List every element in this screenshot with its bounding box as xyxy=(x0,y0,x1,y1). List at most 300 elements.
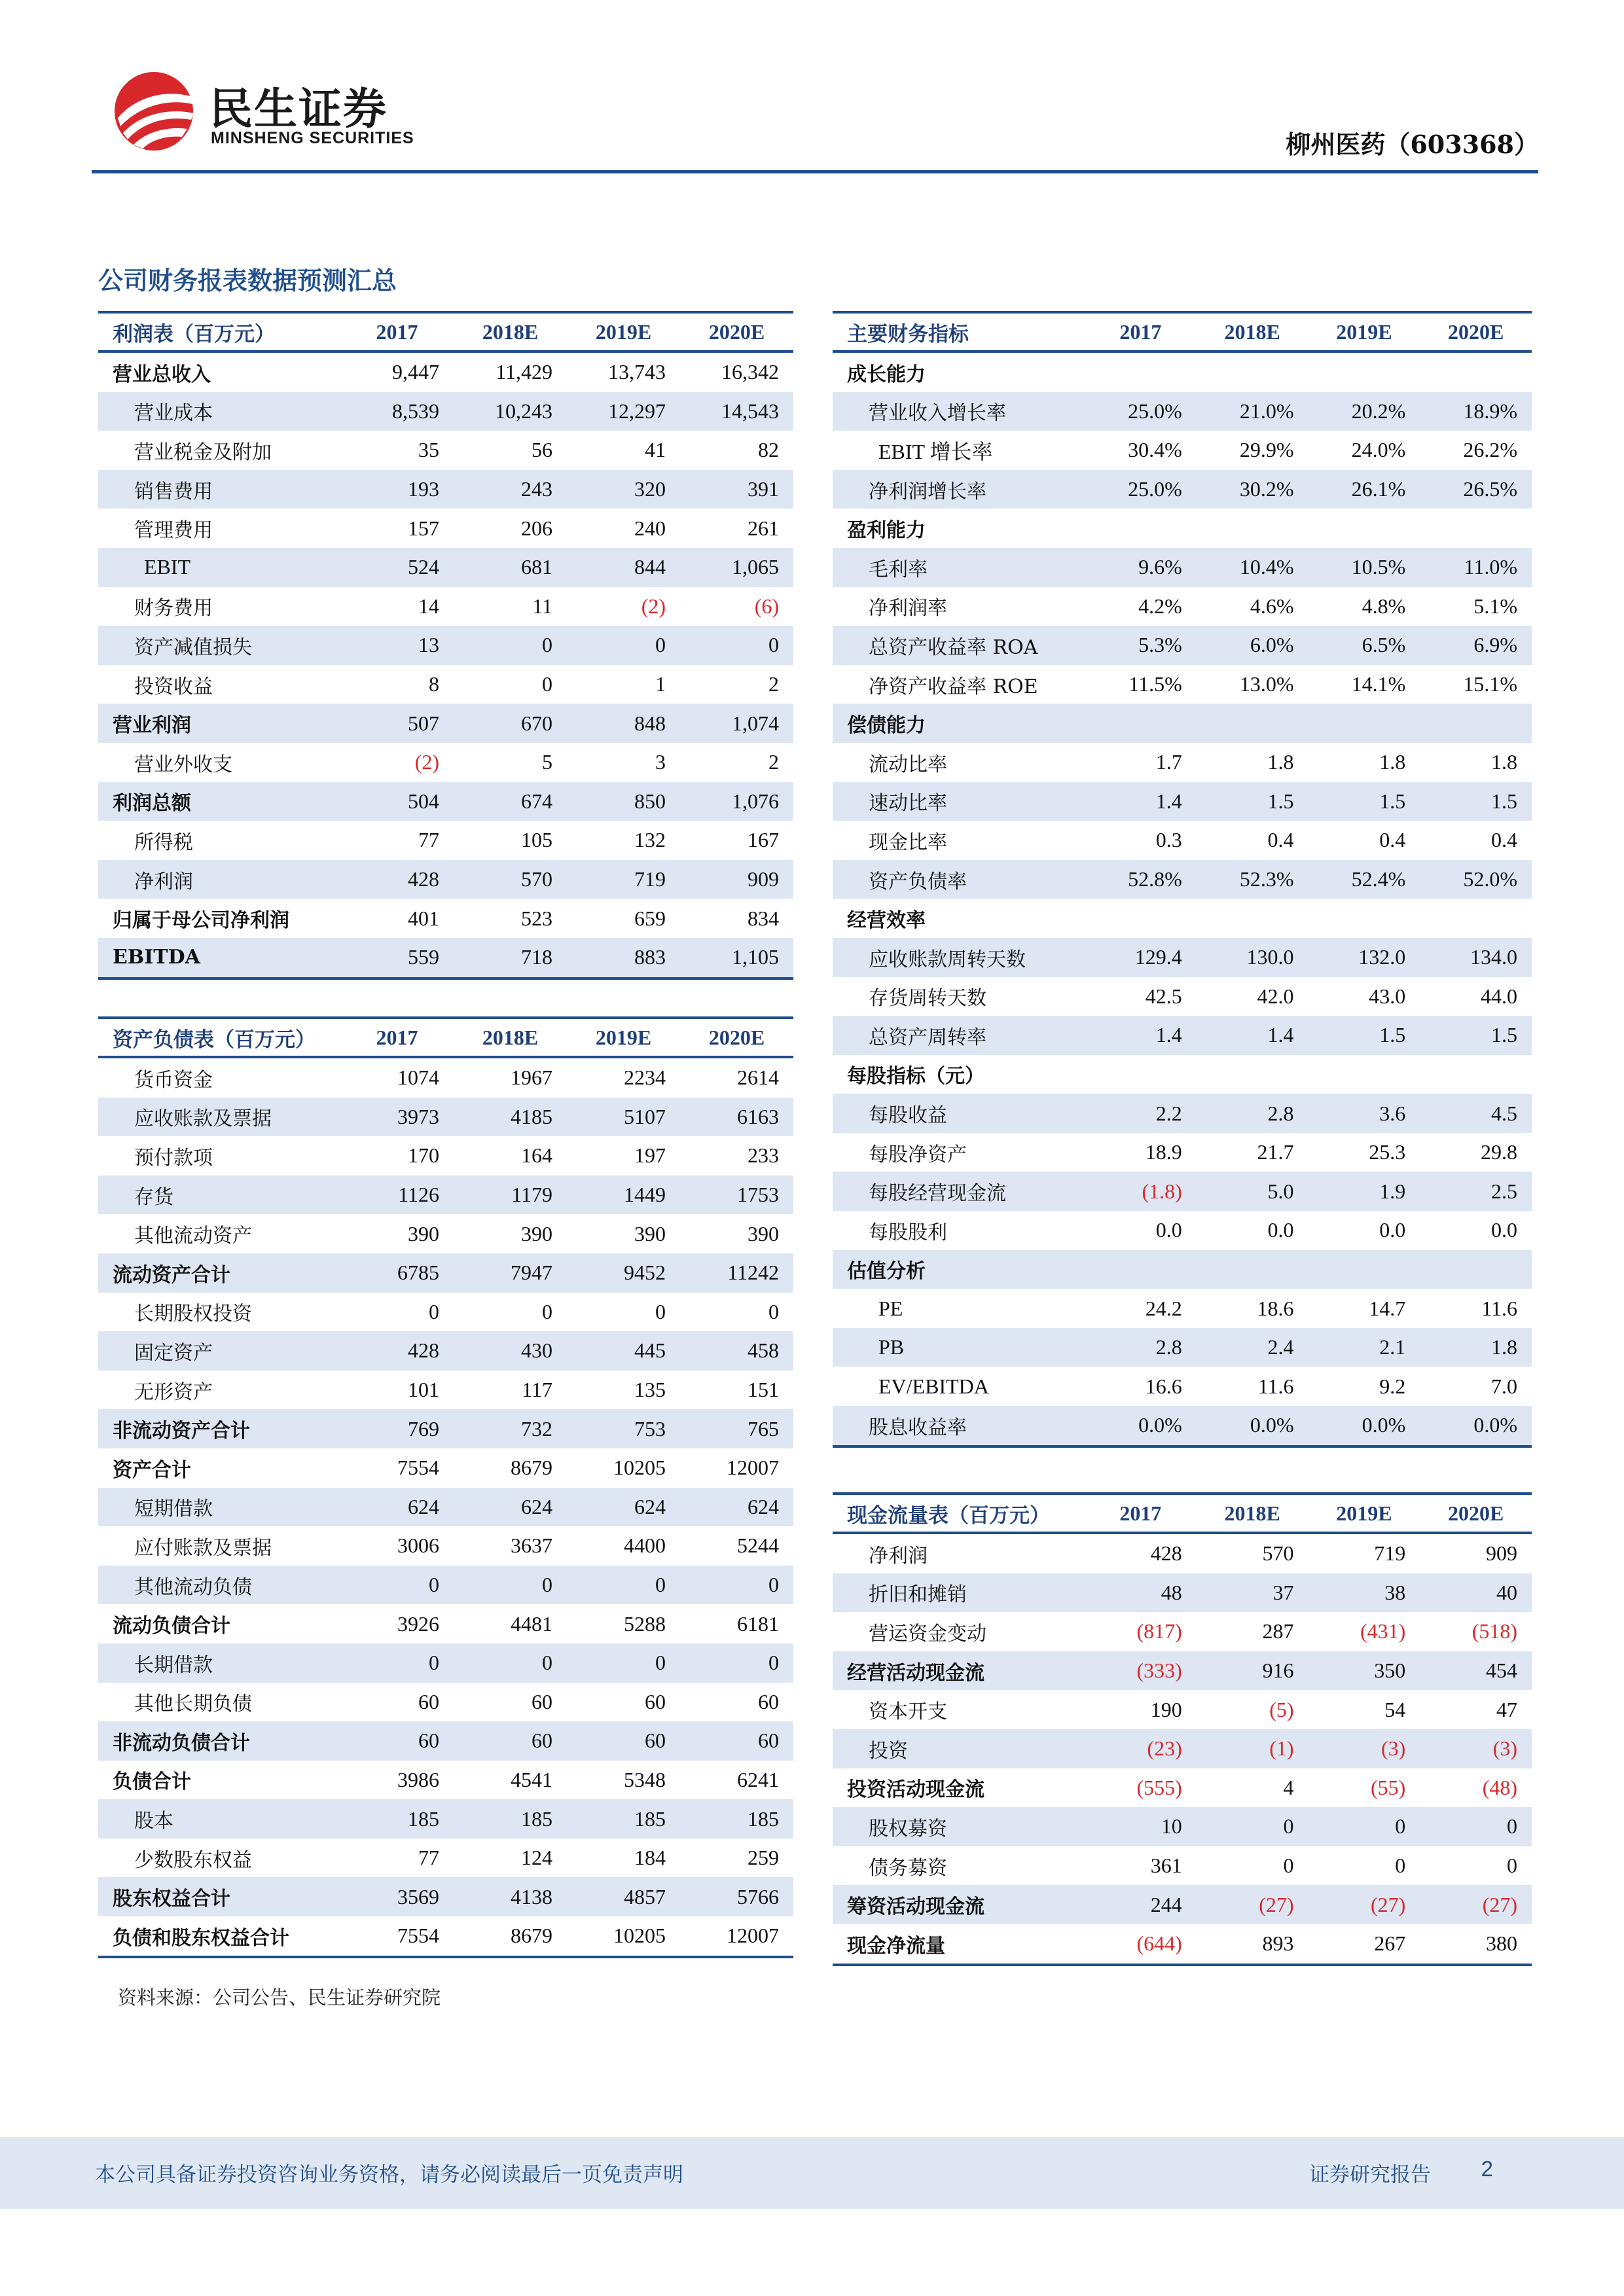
cell-value: 445 xyxy=(567,1331,680,1371)
column-header: 2017 xyxy=(1085,1494,1197,1533)
row-label: 其他流动资产 xyxy=(134,1225,252,1248)
table-row xyxy=(98,1643,793,1683)
cell-value: 124 xyxy=(521,1846,552,1870)
cell-value: 0 xyxy=(1308,1807,1420,1846)
cell-value: 42.0 xyxy=(1257,984,1294,1008)
row-label: 股东权益合计 xyxy=(98,1877,340,1916)
table-row xyxy=(98,1839,793,1878)
cell-value: 82 xyxy=(758,438,779,462)
cell-value: 15.1% xyxy=(1463,672,1517,696)
table-row xyxy=(833,743,1532,782)
cell-value xyxy=(1197,899,1308,938)
cell-value: 9452 xyxy=(567,1253,680,1293)
cell-value: 1074 xyxy=(397,1066,439,1090)
cell-value: 0 xyxy=(1395,1854,1406,1878)
cell-value: 26.2% xyxy=(1463,438,1517,462)
row-label: 经营效率 xyxy=(847,909,926,933)
cell-value: (27) xyxy=(1420,1885,1532,1924)
table-row xyxy=(98,1877,793,1916)
cell-value: (817) xyxy=(1136,1619,1182,1643)
table-row xyxy=(833,548,1532,587)
cell-value: 21.7 xyxy=(1257,1140,1294,1164)
cell-value: 390 xyxy=(634,1221,666,1246)
table-title: 主要财务指标 xyxy=(833,312,1085,351)
cell-value: 0.0% xyxy=(1420,1406,1532,1446)
cell-value xyxy=(1308,1055,1420,1094)
cell-value: 8,539 xyxy=(340,392,454,431)
table-row xyxy=(98,1761,793,1800)
cell-value: 2.8 xyxy=(1085,1328,1197,1367)
cell-value: 26.5% xyxy=(1420,470,1532,509)
cell-value: 25.3 xyxy=(1369,1140,1406,1164)
cell-value: 11242 xyxy=(680,1253,793,1293)
cell-value: 559 xyxy=(340,938,454,978)
cell-value: 5288 xyxy=(624,1611,666,1636)
cell-value: 624 xyxy=(340,1488,454,1527)
row-label: 投资 xyxy=(833,1729,1085,1768)
cell-value: 20.2% xyxy=(1308,392,1420,431)
cell-value: 4.5 xyxy=(1420,1094,1532,1133)
cell-value: 883 xyxy=(567,938,680,978)
table-row xyxy=(98,1604,793,1643)
cell-value: 60 xyxy=(454,1721,567,1761)
cell-value xyxy=(1197,351,1308,392)
cell-value: 6241 xyxy=(737,1767,779,1791)
table-row xyxy=(833,665,1532,704)
cell-value: 8679 xyxy=(511,1456,552,1480)
cell-value: 0 xyxy=(1420,1807,1532,1846)
cell-value: 60 xyxy=(645,1689,666,1713)
cell-value: 430 xyxy=(454,1331,567,1371)
table-row xyxy=(98,431,793,470)
cell-value xyxy=(1085,1055,1197,1094)
cell-value: 135 xyxy=(634,1378,666,1402)
row-label: 速动比率 xyxy=(833,782,1085,821)
cell-value: 4 xyxy=(1283,1775,1294,1799)
cell-value: 428 xyxy=(340,1331,454,1371)
row-label: 流动比率 xyxy=(869,753,947,776)
cell-value: 259 xyxy=(748,1846,779,1870)
cell-value xyxy=(1420,509,1532,548)
row-label: 流动资产合计 xyxy=(98,1253,340,1293)
minsheng-logo-icon xyxy=(111,69,200,154)
cell-value: (2) xyxy=(641,594,666,618)
table-row xyxy=(833,1651,1532,1691)
cell-value: 7554 xyxy=(340,1916,454,1957)
cell-value: 167 xyxy=(748,828,779,852)
column-header: 2017 xyxy=(340,1018,454,1057)
cell-value xyxy=(1420,899,1532,938)
row-label: 存货周转天数 xyxy=(869,987,986,1011)
column-header: 2019E xyxy=(567,1018,680,1057)
table-row xyxy=(833,1016,1532,1055)
cell-value: 5244 xyxy=(737,1534,779,1558)
cell-value: 3006 xyxy=(397,1534,439,1558)
cell-value: 11.6 xyxy=(1257,1374,1294,1398)
cell-value: 60 xyxy=(567,1721,680,1761)
cell-value: 14,543 xyxy=(680,392,793,431)
cell-value: 504 xyxy=(340,782,454,821)
cell-value: 52.3% xyxy=(1197,860,1308,899)
cell-value: 753 xyxy=(567,1409,680,1448)
cell-value: 52.4% xyxy=(1308,860,1420,899)
cell-value: 11.5% xyxy=(1128,672,1182,696)
cell-value: 3986 xyxy=(397,1767,439,1791)
cell-value: 0.4 xyxy=(1379,828,1406,852)
row-label: 少数股东权益 xyxy=(134,1848,252,1872)
cell-value: 105 xyxy=(521,828,552,852)
table-row xyxy=(98,1098,793,1137)
table-row xyxy=(98,351,793,392)
cell-value: 26.1% xyxy=(1308,470,1420,509)
cell-value: 9.6% xyxy=(1085,548,1197,587)
table-row xyxy=(98,1253,793,1293)
cell-value: 1.4 xyxy=(1085,782,1197,821)
column-header: 2018E xyxy=(1197,312,1308,351)
row-label: 资产减值损失 xyxy=(98,626,340,665)
cell-value: 9,447 xyxy=(392,360,439,384)
cell-value: 170 xyxy=(408,1143,439,1168)
cell-value: (6) xyxy=(754,594,779,618)
cell-value: 24.0% xyxy=(1351,438,1406,462)
cell-value: 0 xyxy=(429,1299,439,1323)
row-label: 筹资活动现金流 xyxy=(833,1885,1085,1924)
cell-value: 681 xyxy=(454,548,567,587)
row-label: 营业总收入 xyxy=(113,363,211,386)
table-row xyxy=(833,821,1532,860)
row-label: 非流动资产合计 xyxy=(98,1409,340,1448)
column-header: 2020E xyxy=(680,1018,793,1057)
cell-value: 52.0% xyxy=(1420,860,1532,899)
row-label: 资产合计 xyxy=(113,1458,191,1482)
column-header: 2018E xyxy=(1197,1494,1308,1533)
cell-value: 206 xyxy=(521,516,552,540)
row-label: 负债和股东权益合计 xyxy=(98,1916,340,1957)
table-row xyxy=(98,782,793,821)
cell-value: 18.9% xyxy=(1420,392,1532,431)
table-row xyxy=(833,1612,1532,1651)
table-row xyxy=(98,1526,793,1566)
table-row xyxy=(98,1331,793,1371)
row-label: 股息收益率 xyxy=(833,1406,1085,1446)
cell-value: 240 xyxy=(634,516,666,540)
cell-value: 12007 xyxy=(680,1916,793,1957)
table-row xyxy=(98,548,793,587)
table-row xyxy=(833,1055,1532,1094)
table-row xyxy=(833,1573,1532,1613)
table-row xyxy=(833,1690,1532,1729)
cell-value: 0.0 xyxy=(1379,1218,1406,1242)
cell-value: 4857 xyxy=(567,1877,680,1916)
cell-value: 14.7 xyxy=(1369,1296,1406,1320)
header-rule xyxy=(92,170,1538,173)
row-label: 资本开支 xyxy=(869,1700,947,1724)
cell-value: 129.4 xyxy=(1085,938,1197,977)
cell-value: 38 xyxy=(1308,1573,1420,1613)
row-label: 营业外收支 xyxy=(134,753,232,776)
row-label: 营业利润 xyxy=(98,704,340,743)
cell-value: (431) xyxy=(1360,1619,1406,1643)
cell-value xyxy=(1197,1250,1308,1289)
cell-value: 52.8% xyxy=(1085,860,1197,899)
row-label: 每股经营现金流 xyxy=(833,1172,1085,1211)
cell-value xyxy=(1308,1250,1420,1289)
cell-value: 30.4% xyxy=(1128,438,1182,462)
cell-value: 7554 xyxy=(397,1456,439,1480)
cell-value: 185 xyxy=(567,1799,680,1839)
cell-value: 0 xyxy=(454,1566,567,1605)
cell-value: 3637 xyxy=(511,1534,552,1558)
row-label: 投资收益 xyxy=(134,675,213,698)
row-label: 应付账款及票据 xyxy=(134,1536,272,1560)
cell-value: 1.9 xyxy=(1308,1172,1420,1211)
table-row xyxy=(833,1406,1532,1446)
cell-value: 2.4 xyxy=(1197,1328,1308,1367)
table-header-row xyxy=(833,1494,1532,1533)
cell-value: 287 xyxy=(1262,1619,1294,1643)
table-row xyxy=(98,1371,793,1410)
cell-value: 10.4% xyxy=(1197,548,1308,587)
table-row xyxy=(98,392,793,431)
cell-value: 893 xyxy=(1197,1924,1308,1965)
cell-value: (1) xyxy=(1197,1729,1308,1768)
cell-value: 10,243 xyxy=(454,392,567,431)
cell-value: 1,074 xyxy=(680,704,793,743)
cell-value: 14 xyxy=(418,594,439,618)
table-header-row xyxy=(833,312,1532,351)
cell-value: 132 xyxy=(634,828,666,852)
cell-value: 5.1% xyxy=(1473,594,1517,618)
cell-value: 243 xyxy=(454,470,567,509)
table-row xyxy=(833,431,1532,470)
row-label: 偿债能力 xyxy=(833,704,1085,743)
cell-value: 10 xyxy=(1085,1807,1197,1846)
cell-value: 1179 xyxy=(454,1175,567,1215)
cell-value: (55) xyxy=(1370,1775,1406,1799)
cell-value: 197 xyxy=(634,1143,666,1168)
row-label: 营业成本 xyxy=(98,392,340,431)
cell-value: 18.9 xyxy=(1145,1140,1182,1164)
cell-value xyxy=(1420,1250,1532,1289)
row-label: 其他长期负债 xyxy=(134,1693,252,1716)
cell-value: 4481 xyxy=(511,1611,552,1636)
cell-value: 8 xyxy=(429,672,439,696)
cell-value: 193 xyxy=(340,470,454,509)
table-row xyxy=(833,587,1532,626)
row-label: 成长能力 xyxy=(847,363,926,386)
cell-value xyxy=(1197,704,1308,743)
row-label: 净利润率 xyxy=(869,597,947,620)
cell-value: 390 xyxy=(748,1221,779,1246)
cell-value: 11 xyxy=(532,594,552,618)
cell-value: 719 xyxy=(567,860,680,899)
cell-value: 4.8% xyxy=(1362,594,1406,618)
row-label: 净利润 xyxy=(98,860,340,899)
row-label: 现金比率 xyxy=(869,831,947,854)
row-label: 长期借款 xyxy=(98,1643,340,1683)
cell-value: 11,429 xyxy=(496,360,552,384)
row-label: 盈利能力 xyxy=(847,519,926,543)
cell-value: 1,076 xyxy=(680,782,793,821)
cell-value: 132.0 xyxy=(1308,938,1420,977)
cell-value: 769 xyxy=(340,1409,454,1448)
row-label: 其他流动负债 xyxy=(98,1566,340,1605)
table-row xyxy=(833,1172,1532,1211)
cell-value: 507 xyxy=(340,704,454,743)
cell-value: 2.8 xyxy=(1197,1094,1308,1133)
table-title: 现金流量表（百万元） xyxy=(833,1494,1085,1533)
table-title: 利润表（百万元） xyxy=(98,312,340,351)
cell-value: 77 xyxy=(418,1846,439,1870)
cell-value: 4.2% xyxy=(1138,594,1182,618)
cell-value xyxy=(1420,704,1532,743)
row-label: 财务费用 xyxy=(134,597,213,620)
cell-value: 164 xyxy=(521,1143,552,1168)
row-label: 总资产收益率 ROA xyxy=(833,626,1085,665)
cell-value: 1967 xyxy=(511,1066,552,1090)
cell-value: 765 xyxy=(680,1409,793,1448)
cell-value: (48) xyxy=(1482,1775,1517,1799)
table-row xyxy=(833,782,1532,821)
column-header: 2018E xyxy=(454,312,567,351)
table-row xyxy=(98,704,793,743)
cell-value: 77 xyxy=(418,828,439,852)
row-label: 债务募资 xyxy=(869,1856,947,1880)
table-row xyxy=(98,1175,793,1215)
table-row xyxy=(98,860,793,899)
row-label: EBITDA xyxy=(98,938,340,978)
cell-value: 267 xyxy=(1308,1924,1420,1965)
column-header: 2020E xyxy=(1420,312,1532,351)
cell-value: 16.6 xyxy=(1145,1374,1182,1398)
cell-value: 41 xyxy=(645,438,666,462)
cell-value: 909 xyxy=(680,860,793,899)
cell-value: 60 xyxy=(680,1721,793,1761)
cell-value: 1.4 xyxy=(1085,1016,1197,1055)
cell-value: 2 xyxy=(768,750,779,774)
cell-value: 6.9% xyxy=(1420,626,1532,665)
cell-value: 184 xyxy=(634,1846,666,1870)
table-row xyxy=(833,938,1532,977)
cell-value: 185 xyxy=(340,1799,454,1839)
cell-value: 524 xyxy=(340,548,454,587)
table-row xyxy=(98,1799,793,1839)
cell-value: 60 xyxy=(340,1721,454,1761)
table-row xyxy=(98,1293,793,1332)
row-label: 应收账款及票据 xyxy=(98,1098,340,1137)
cell-value: 0 xyxy=(680,1566,793,1605)
table-row xyxy=(833,1533,1532,1573)
row-label: 经营活动现金流 xyxy=(833,1651,1085,1691)
column-header: 2017 xyxy=(340,312,454,351)
row-label: 股本 xyxy=(98,1799,340,1839)
cell-value: 3926 xyxy=(397,1611,439,1636)
cell-value: 42.5 xyxy=(1145,984,1182,1008)
cell-value: 47 xyxy=(1496,1697,1517,1721)
table-row xyxy=(833,1250,1532,1289)
table-row xyxy=(98,821,793,860)
row-label: 营业税金及附加 xyxy=(134,440,272,464)
cell-value: 54 xyxy=(1384,1697,1406,1721)
row-label: 净利润 xyxy=(869,1544,928,1568)
cell-value: 40 xyxy=(1420,1573,1532,1613)
column-header: 2019E xyxy=(1308,1494,1420,1533)
cell-value: 35 xyxy=(418,438,439,462)
cell-value: 11.0% xyxy=(1420,548,1532,587)
table-row xyxy=(833,860,1532,899)
column-header: 2018E xyxy=(454,1018,567,1057)
cell-value xyxy=(1308,899,1420,938)
row-label: EBIT 增长率 xyxy=(878,439,993,463)
disclaimer-text: 本公司具备证券投资咨询业务资格，请务必阅读最后一页免责声明 xyxy=(95,2163,683,2187)
cell-value: 0.3 xyxy=(1155,828,1182,852)
row-label: 流动负债合计 xyxy=(113,1615,230,1638)
row-label: 每股净资产 xyxy=(869,1143,967,1166)
balance-sheet-table xyxy=(98,1016,793,1958)
cell-value: 0 xyxy=(542,672,552,696)
cell-value xyxy=(1085,351,1197,392)
cell-value: 117 xyxy=(522,1378,552,1402)
cell-value: 844 xyxy=(567,548,680,587)
cell-value: 401 xyxy=(408,906,439,930)
cell-value: 1.8 xyxy=(1491,750,1517,774)
cell-value: 624 xyxy=(680,1488,793,1527)
cell-value: 2 xyxy=(768,672,779,696)
table-row xyxy=(98,509,793,548)
cell-value: 428 xyxy=(340,860,454,899)
table-row xyxy=(98,1214,793,1253)
cell-value: 1.5 xyxy=(1308,782,1420,821)
cell-value: 6.5% xyxy=(1308,626,1420,665)
section-title: 公司财务报表数据预测汇总 xyxy=(98,266,397,295)
cell-value: 523 xyxy=(521,906,552,930)
cell-value: 0 xyxy=(655,1299,666,1323)
cell-value: (3) xyxy=(1420,1729,1532,1768)
cell-value: 0 xyxy=(680,1643,793,1683)
cell-value: 10205 xyxy=(613,1456,666,1480)
cell-value: 8679 xyxy=(454,1916,567,1957)
row-label: 应收账款周转天数 xyxy=(833,938,1085,977)
cell-value: 1.8 xyxy=(1420,1328,1532,1367)
cell-value: 1753 xyxy=(680,1175,793,1215)
row-label: 利润总额 xyxy=(98,782,340,821)
cell-value: 10.5% xyxy=(1308,548,1420,587)
report-type: 证券研究报告 xyxy=(1309,2163,1431,2187)
cell-value: 130.0 xyxy=(1197,938,1308,977)
cell-value: 0 xyxy=(1197,1807,1308,1846)
cell-value: 13 xyxy=(340,626,454,665)
row-label: 货币资金 xyxy=(134,1068,213,1092)
cell-value: 7.0 xyxy=(1491,1374,1517,1398)
row-label: EBIT xyxy=(98,548,340,587)
cell-value: 834 xyxy=(748,906,779,930)
cell-value: 1.4 xyxy=(1197,1016,1308,1055)
cell-value: 0 xyxy=(567,1643,680,1683)
table-row xyxy=(98,1488,793,1527)
cell-value: 261 xyxy=(748,516,779,540)
cell-value: 0.4 xyxy=(1491,828,1517,852)
row-label: 股权募资 xyxy=(833,1807,1085,1846)
cell-value: 732 xyxy=(454,1409,567,1448)
cell-value: 1.8 xyxy=(1267,750,1294,774)
cell-value: 0.0% xyxy=(1197,1406,1308,1446)
cell-value: (333) xyxy=(1085,1651,1197,1691)
table-row xyxy=(98,470,793,509)
cell-value: 0.0% xyxy=(1308,1406,1420,1446)
cell-value: 185 xyxy=(680,1799,793,1839)
row-label: 净资产收益率 ROE xyxy=(869,675,1038,698)
cell-value: 0 xyxy=(340,1566,454,1605)
